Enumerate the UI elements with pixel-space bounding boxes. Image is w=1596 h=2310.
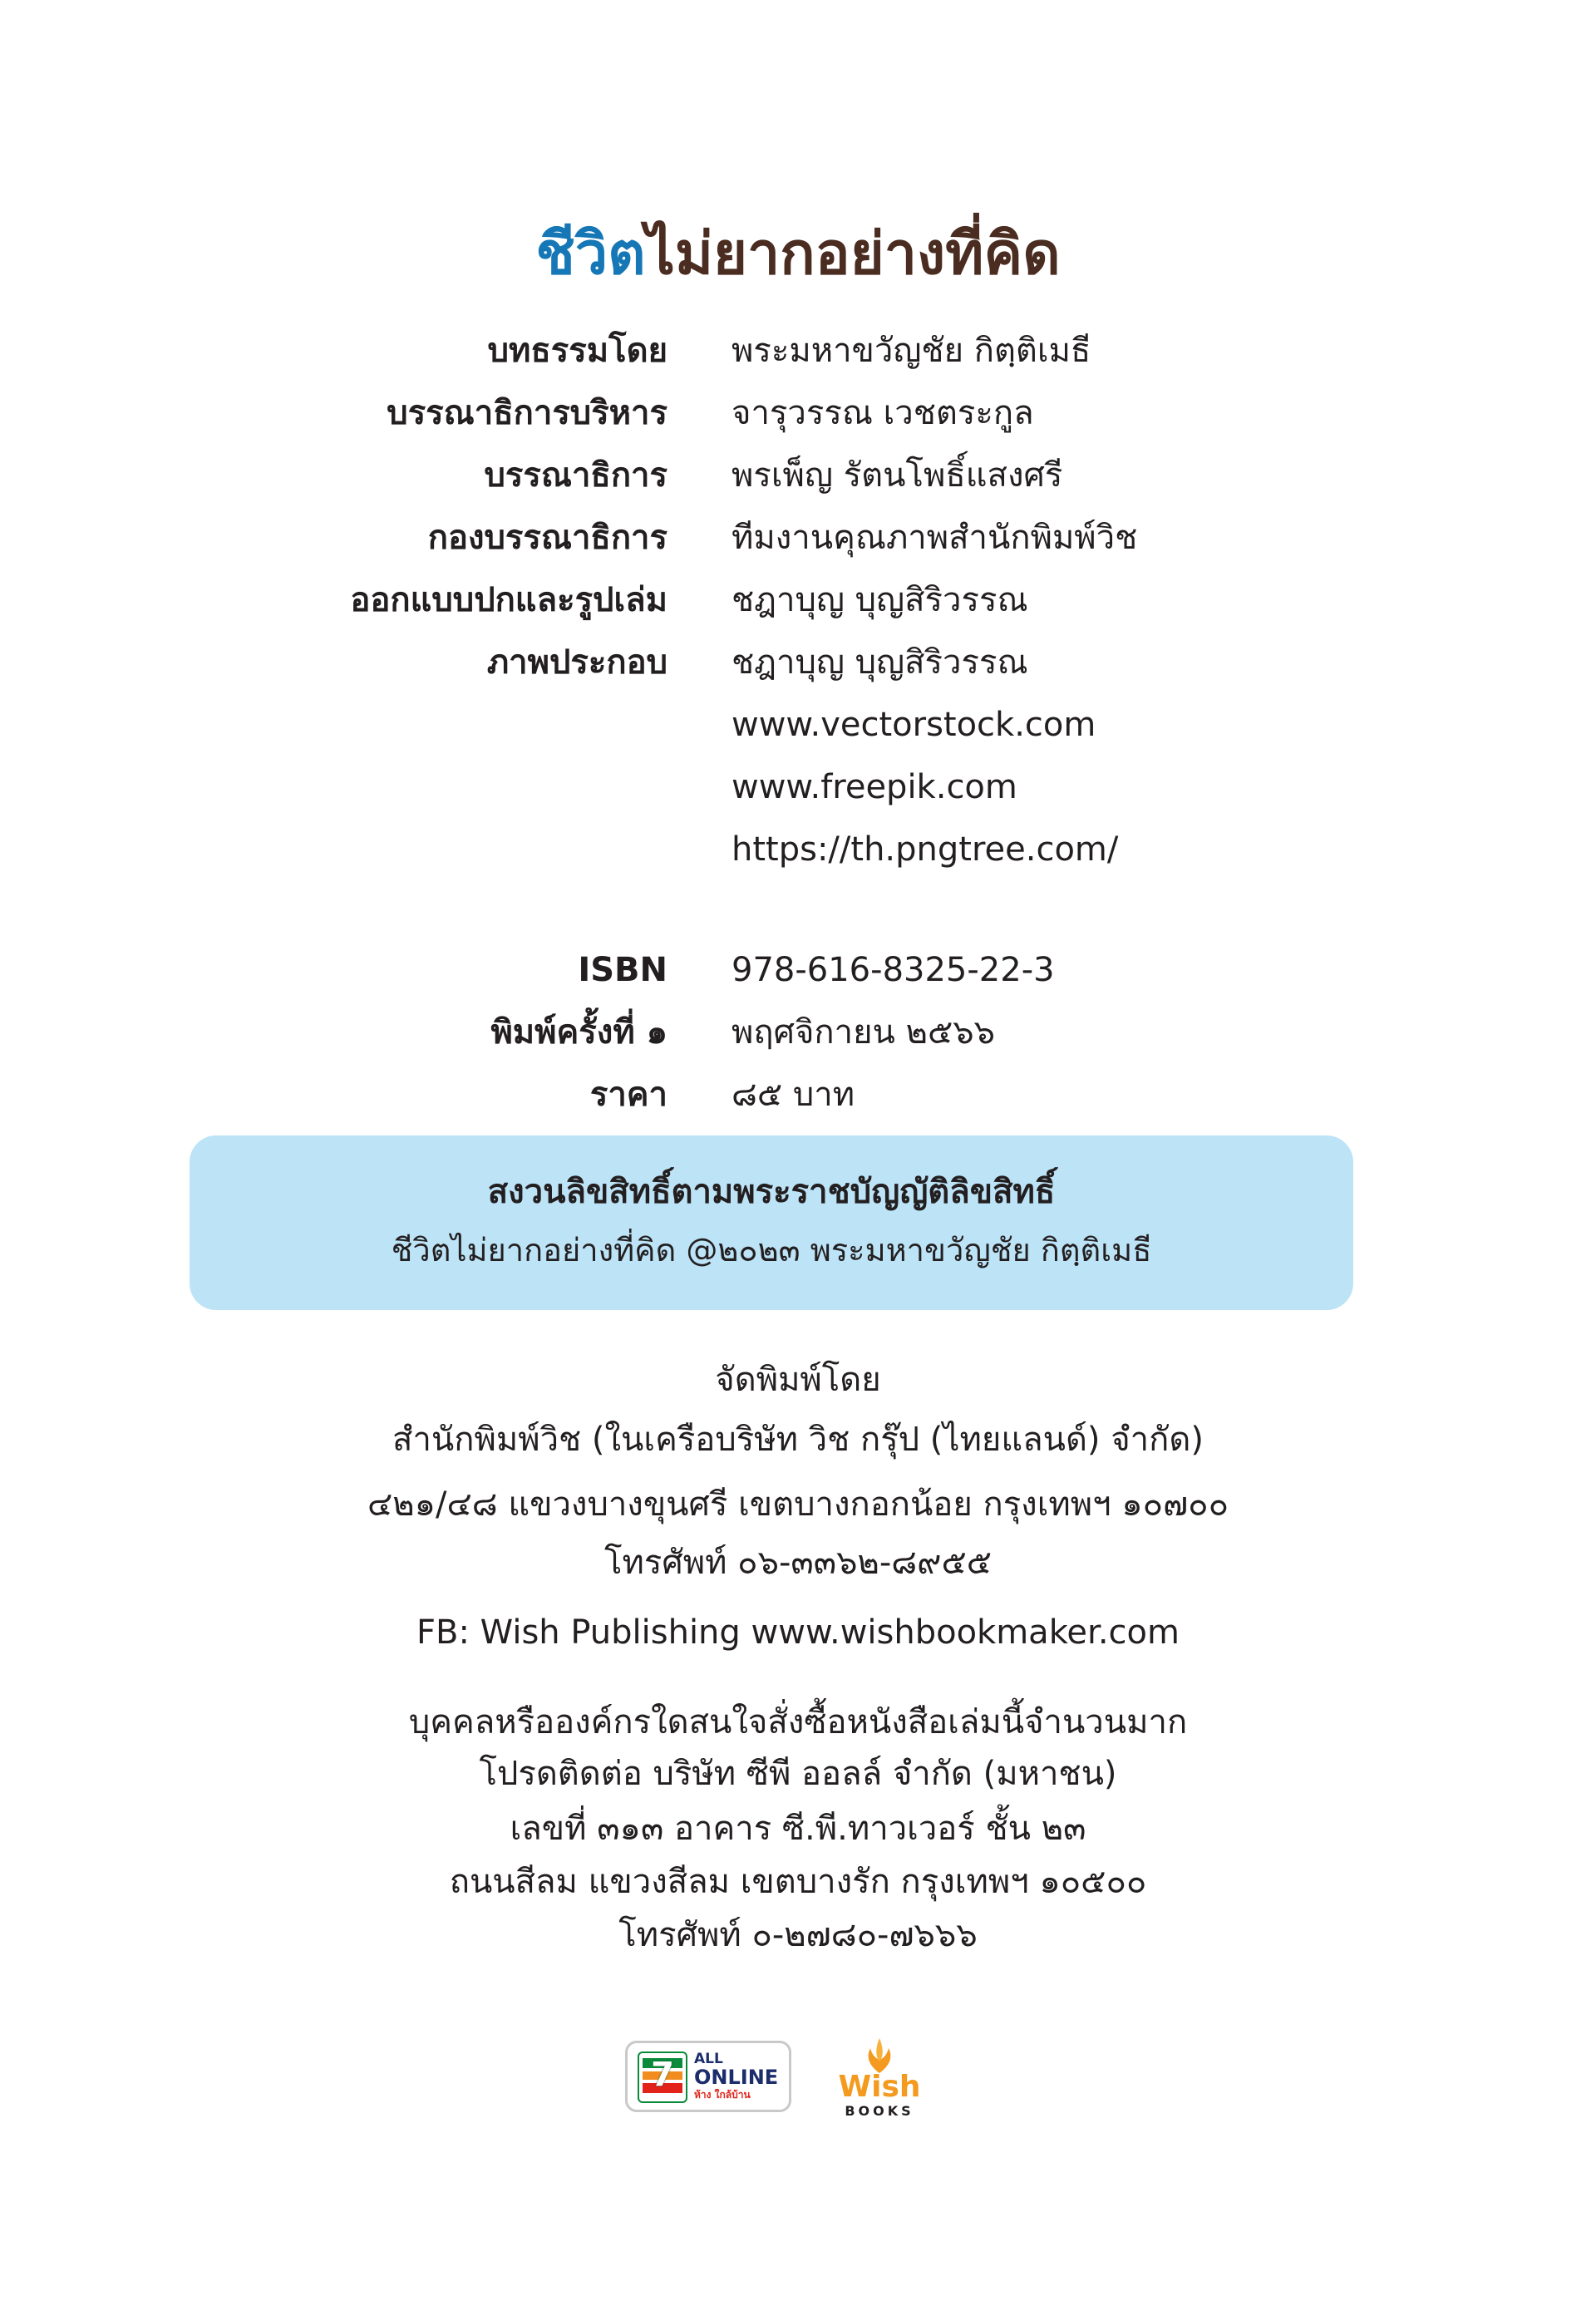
detail-label: พิมพ์ครั้งที่ ๑ [490,1013,667,1052]
detail-label: ISBN [578,951,667,989]
credit-row [0,569,1596,632]
book-title-part-2: ไม่ยากอย่างที่คิด [645,219,1061,288]
credit-label: บทธรรมโดย [487,332,667,370]
credit-source-link: https://th.pngtree.com/ [732,830,1119,869]
publisher-name: สำนักพิมพ์วิช (ในเครือบริษัท วิช กรุ๊ป (ไทยแลนด์) จำกัด) [392,1421,1204,1459]
publisher-web: FB: Wish Publishing www.wishbookmaker.com [416,1613,1180,1652]
credit-value: ทีมงานคุณภาพสำนักพิมพ์วิช [732,519,1138,557]
credit-label: กองบรรณาธิการ [427,519,667,557]
bulk-order-line: โทรศัพท์ ๐-๒๗๘๐-๗๖๖๖ [618,1916,978,1954]
bulk-order-line: ถนนสีลม แขวงสีลม เขตบางรัก กรุงเทพฯ ๑๐๕๐๐ [449,1863,1147,1901]
credit-value: ชฎาบุญ บุญสิริวรรณ [732,643,1028,682]
wish-books-logo [834,2037,925,2120]
credit-row [0,694,1596,756]
book-title-part-1: ชีวิต [535,219,646,288]
bulk-order-line: เลขที่ ๓๑๓ อาคาร ซี.พี.ทาวเวอร์ ชั้น ๒๓ [510,1810,1086,1848]
detail-label: ราคา [589,1076,667,1114]
credit-value: พรเพ็ญ รัตนโพธิ์แสงศรี [732,456,1063,495]
credit-source-link: www.vectorstock.com [732,706,1096,744]
credit-value: พระมหาขวัญชัย กิตฺติเมธี [732,332,1091,370]
credit-label: บรรณาธิการ [484,456,667,495]
copyright-text: ชีวิตไม่ยากอย่างที่คิด @๒๐๒๓ พระมหาขวัญชัย กิตฺติเมธี [391,1232,1152,1268]
credit-label: บรรณาธิการบริหาร [387,394,667,432]
credit-value: จารุวรรณ เวชตระกูล [732,394,1034,432]
detail-row-price [0,1064,1596,1126]
book-title [0,208,1596,299]
publisher-address: ๔๒๑/๔๘ แขวงบางขุนศรี เขตบางกอกน้อย กรุงเทพฯ ๑๐๗๐๐ [367,1485,1229,1524]
detail-value: 978-616-8325-22-3 [732,951,1055,989]
credit-row [0,382,1596,445]
books-wordmark: BOOKS [845,2103,914,2119]
credit-row [0,632,1596,694]
copyright-title: สงวนลิขสิทธิ์ตามพระราชบัญญัติลิขสิทธิ์ [487,1173,1056,1211]
credit-label: ออกแบบปกและรูปเล่ม [350,581,667,619]
all-online-wordmark: ALL ONLINE ห้าง ใกล้บ้าน [694,2051,779,2101]
detail-row-isbn [0,939,1596,1002]
seven-digit: 7 [651,2056,674,2094]
credit-row [0,756,1596,819]
bulk-order-line: โปรดติดต่อ บริษัท ซีพี ออลล์ จำกัด (มหาชน) [479,1755,1117,1793]
detail-value: พฤศจิกายน ๒๕๖๖ [732,1013,996,1052]
credit-label: ภาพประกอบ [486,643,667,682]
wish-wordmark: Wish [838,2070,921,2104]
publisher-phone: โทรศัพท์ ๐๖-๓๓๖๒-๘๙๕๕ [604,1544,992,1582]
seven-eleven-icon [638,2051,687,2103]
bulk-order-line: บุคคลหรือองค์กรใดสนใจสั่งซื้อหนังสือเล่มนี้จำนวนมาก [408,1703,1188,1741]
detail-value: ๘๕ บาท [732,1076,855,1114]
seven-eleven-all-online-logo [625,2041,791,2112]
credit-source-link: www.freepik.com [732,768,1017,806]
detail-row-edition [0,1002,1596,1064]
credit-row [0,507,1596,569]
credit-row [0,320,1596,382]
copyright-box [190,1135,1353,1310]
credit-row [0,819,1596,881]
credit-row [0,445,1596,507]
publisher-heading: จัดพิมพ์โดย [715,1361,881,1399]
credit-value: ชฎาบุญ บุญสิริวรรณ [732,581,1028,619]
